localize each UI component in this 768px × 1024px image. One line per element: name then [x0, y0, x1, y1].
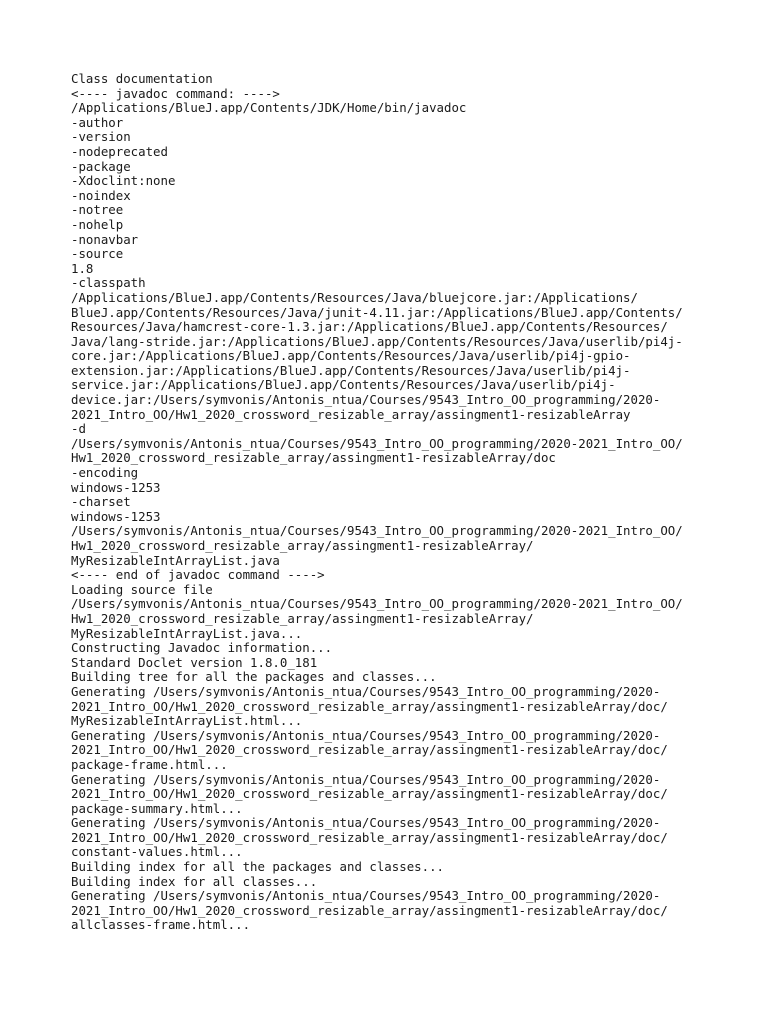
log-line: -author	[71, 114, 124, 130]
log-line: -classpath	[71, 275, 146, 291]
log-line: /Users/symvonis/Antonis_ntua/Courses/9543_Intro_OO_programming/2020-2021_Intro_OO/	[71, 523, 683, 539]
log-line: package-summary.html...	[71, 800, 243, 816]
log-line: BlueJ.app/Contents/Resources/Java/junit-4.11.jar:/Applications/BlueJ.app/Contents/	[71, 304, 683, 320]
log-line: /Applications/BlueJ.app/Contents/Resources/Java/bluejcore.jar:/Applications/	[71, 289, 638, 305]
log-line: Java/lang-stride.jar:/Applications/BlueJ.app/Contents/Resources/Java/userlib/pi4j-	[71, 333, 683, 349]
log-line: -noindex	[71, 187, 131, 203]
log-line: <---- end of javadoc command ---->	[71, 567, 325, 583]
log-line: -source	[71, 246, 124, 262]
log-line: package-frame.html...	[71, 756, 228, 772]
log-line: windows-1253	[71, 508, 161, 524]
log-line: /Users/symvonis/Antonis_ntua/Courses/9543_Intro_OO_programming/2020-2021_Intro_OO/	[71, 596, 683, 612]
log-line: Constructing Javadoc information...	[71, 640, 333, 656]
log-line: 2021_Intro_OO/Hw1_2020_crossword_resizable_array/assingment1-resizableArray/doc/	[71, 742, 668, 758]
log-line: -notree	[71, 202, 124, 218]
log-line: 2021_Intro_OO/Hw1_2020_crossword_resizable_array/assingment1-resizableArray/doc/	[71, 829, 668, 845]
log-line: 2021_Intro_OO/Hw1_2020_crossword_resizable_array/assingment1-resizableArray/doc/	[71, 698, 668, 714]
log-line: Standard Doclet version 1.8.0_181	[71, 654, 318, 670]
log-line: -nodeprecated	[71, 143, 168, 159]
log-line: service.jar:/Applications/BlueJ.app/Contents/Resources/Java/userlib/pi4j-	[71, 377, 616, 393]
log-line: core.jar:/Applications/BlueJ.app/Contents/Resources/Java/userlib/pi4j-gpio-	[71, 348, 631, 364]
log-line: Hw1_2020_crossword_resizable_array/assingment1-resizableArray/doc	[71, 450, 556, 466]
log-line: Generating /Users/symvonis/Antonis_ntua/Courses/9543_Intro_OO_programming/2020-	[71, 815, 661, 831]
log-line: Hw1_2020_crossword_resizable_array/assingment1-resizableArray/	[71, 538, 534, 553]
log-line: Generating /Users/symvonis/Antonis_ntua/Courses/9543_Intro_OO_programming/2020-	[71, 888, 661, 904]
log-line: -version	[71, 129, 131, 145]
log-line: -nonavbar	[71, 231, 139, 247]
log-line: Generating /Users/symvonis/Antonis_ntua/Courses/9543_Intro_OO_programming/2020-	[71, 683, 661, 699]
log-line: windows-1253	[71, 479, 161, 495]
log-line: 2021_Intro_OO/Hw1_2020_crossword_resizable_array/assingment1-resizableArray/doc/	[71, 902, 668, 918]
log-line: -Xdoclint:none	[71, 173, 176, 189]
log-line: MyResizableIntArrayList.html...	[71, 713, 303, 729]
log-line: -package	[71, 158, 131, 174]
log-line: extension.jar:/Applications/BlueJ.app/Contents/Resources/Java/userlib/pi4j-	[71, 362, 631, 378]
log-line: -encoding	[71, 465, 139, 481]
log-line: MyResizableIntArrayList.java...	[71, 625, 303, 641]
log-line: Hw1_2020_crossword_resizable_array/assingment1-resizableArray/	[71, 610, 534, 626]
log-line: allclasses-frame.html...	[71, 917, 251, 933]
log-line: device.jar:/Users/symvonis/Antonis_ntua/Courses/9543_Intro_OO_programming/2020-	[71, 392, 661, 408]
log-line: Building index for all classes...	[71, 873, 318, 889]
log-line: constant-values.html...	[71, 844, 243, 860]
log-line: 1.8	[71, 260, 94, 276]
log-line: Generating /Users/symvonis/Antonis_ntua/Courses/9543_Intro_OO_programming/2020-	[71, 727, 661, 743]
log-line: Building index for all the packages and classes...	[71, 859, 444, 875]
log-line: MyResizableIntArrayList.java	[71, 552, 280, 568]
log-line: Building tree for all the packages and classes...	[71, 669, 437, 685]
log-line: Loading source file	[71, 581, 213, 597]
log-line: Resources/Java/hamcrest-core-1.3.jar:/Applications/BlueJ.app/Contents/Resources/	[71, 319, 668, 335]
javadoc-log	[71, 72, 711, 933]
log-line: -nohelp	[71, 216, 124, 232]
log-line: Generating /Users/symvonis/Antonis_ntua/Courses/9543_Intro_OO_programming/2020-	[71, 771, 661, 787]
log-line: 2021_Intro_OO/Hw1_2020_crossword_resizable_array/assingment1-resizableArray/doc/	[71, 786, 668, 802]
log-line: <---- javadoc command: ---->	[71, 85, 280, 101]
log-line: -d	[71, 421, 86, 437]
log-line: 2021_Intro_OO/Hw1_2020_crossword_resizable_array/assingment1-resizableArray	[71, 406, 631, 422]
log-line: /Users/symvonis/Antonis_ntua/Courses/9543_Intro_OO_programming/2020-2021_Intro_OO/	[71, 435, 683, 451]
log-line: Class documentation	[71, 71, 213, 86]
log-line: /Applications/BlueJ.app/Contents/JDK/Home/bin/javadoc	[71, 100, 467, 116]
log-line: -charset	[71, 494, 131, 510]
